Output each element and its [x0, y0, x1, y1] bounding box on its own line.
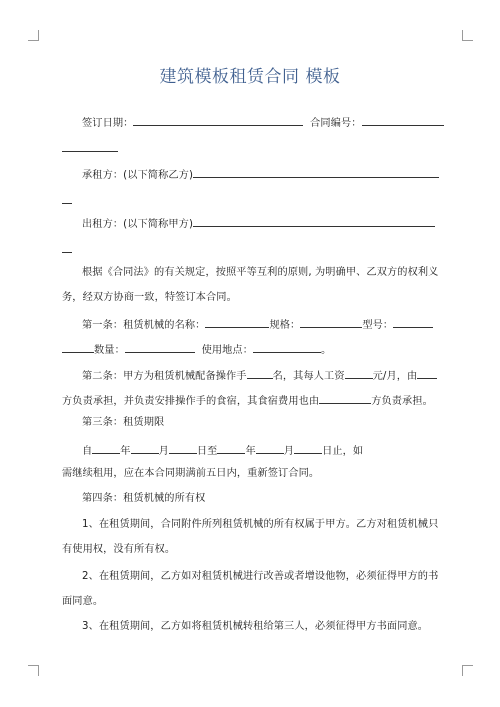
qty-field[interactable]: [125, 341, 195, 353]
lessor-field-continued[interactable]: [62, 252, 72, 253]
article-4-heading: 第四条：租赁机械的所有权: [82, 493, 206, 504]
lessor-line: [82, 215, 435, 232]
start-day-field[interactable]: [169, 442, 197, 454]
model-field[interactable]: [393, 316, 433, 328]
operator-count-field[interactable]: [247, 367, 273, 379]
spec-field[interactable]: [300, 316, 362, 328]
lessor-field[interactable]: [193, 215, 435, 227]
crop-mark-bottom-right: [462, 665, 473, 676]
article-3-line-1: [82, 442, 363, 459]
contract-no-field-continued[interactable]: [62, 151, 118, 152]
qty-label: 数量：: [94, 345, 125, 356]
article-2-text-c: 元/月，由: [372, 371, 418, 382]
article-1-label: 第一条：租赁机械的名称：: [82, 320, 206, 331]
end-day-field[interactable]: [294, 442, 322, 454]
lessee-field-continued[interactable]: [62, 203, 72, 204]
lessor-label: 出租方：(以下简称甲方): [82, 219, 194, 230]
sign-date-line: [82, 114, 444, 131]
model-label: 型号：: [362, 320, 394, 331]
sign-date-field[interactable]: [133, 114, 303, 126]
document-title: 建筑模板租赁合同 模板: [159, 67, 341, 87]
year-label-1: 年: [120, 446, 131, 457]
wage-field[interactable]: [345, 367, 373, 379]
intro-paragraph-line-1: 根据《合同法》的有关规定，按照平等互利的原则, 为明确甲、乙双方的权利义: [82, 267, 439, 278]
article-4-clause-1-line-2: 有使用权，没有所有权。: [62, 544, 176, 555]
article-2-text-d: 方负责承担，并负责安排操作手的食宿，其食宿费用也由: [62, 396, 320, 407]
lessee-label: 承租方：(以下简称乙方): [82, 170, 194, 181]
crop-mark-top-left: [28, 30, 39, 41]
article-2-line-1: [82, 367, 437, 384]
intro-paragraph-line-2: 务，经双方协商一致，特签订本合同。: [62, 292, 237, 303]
article-3-line-2: 需继续租用，应在本合同期满前五日内，重新签订合同。: [62, 468, 320, 479]
model-field-continued[interactable]: [62, 341, 94, 353]
contract-no-label: 合同编号：: [310, 118, 362, 129]
article-4-clause-2-line-1: 2、在租赁期间，乙方如对租赁机械进行改善或者增设他物，必须征得甲方的书: [82, 571, 439, 582]
article-1-line-1: [82, 316, 433, 333]
start-month-field[interactable]: [131, 442, 159, 454]
lessee-field[interactable]: [193, 166, 439, 178]
start-year-field[interactable]: [92, 442, 120, 454]
lessee-line: [82, 166, 439, 183]
location-field[interactable]: [253, 341, 321, 353]
article-2-line-2: [62, 392, 433, 409]
article-4-clause-3-line-1: 3、在租赁期间，乙方如将租赁机械转租给第三人，必须征得甲方书面同意。: [82, 621, 429, 632]
machine-name-field[interactable]: [205, 316, 269, 328]
article-3-heading: 第三条：租赁期限: [82, 417, 165, 428]
end-year-field[interactable]: [217, 442, 245, 454]
contract-no-field[interactable]: [362, 114, 444, 126]
spec-label: 规格：: [269, 320, 301, 331]
day-end-label: 日止，如: [322, 446, 364, 457]
article-2-text-e: 方负责承担。: [371, 396, 433, 407]
wage-payer-field[interactable]: [417, 367, 437, 379]
month-label-2: 月: [283, 446, 295, 457]
article-1-period: 。: [321, 345, 332, 356]
sign-date-label: 签订日期：: [82, 118, 134, 129]
end-month-field[interactable]: [256, 442, 284, 454]
day-to-label: 日至: [196, 446, 218, 457]
article-2-text-a: 第二条：甲方为租赁机械配备操作手: [82, 371, 247, 382]
article-4-clause-2-line-2: 面同意。: [62, 596, 104, 607]
crop-mark-top-right: [462, 30, 473, 41]
board-payer-field[interactable]: [319, 392, 371, 404]
article-1-line-2: [62, 341, 331, 358]
crop-mark-bottom-left: [28, 665, 39, 676]
article-3-from: 自: [82, 446, 93, 457]
article-2-text-b: 名，其每人工资: [272, 371, 345, 382]
article-4-clause-1-line-1: 1、在租赁期间，合同附件所列租赁机械的所有权属于甲方。乙方对租赁机械只: [82, 519, 439, 530]
year-label-2: 年: [245, 446, 256, 457]
location-label: 使用地点：: [201, 345, 253, 356]
month-label-1: 月: [158, 446, 169, 457]
